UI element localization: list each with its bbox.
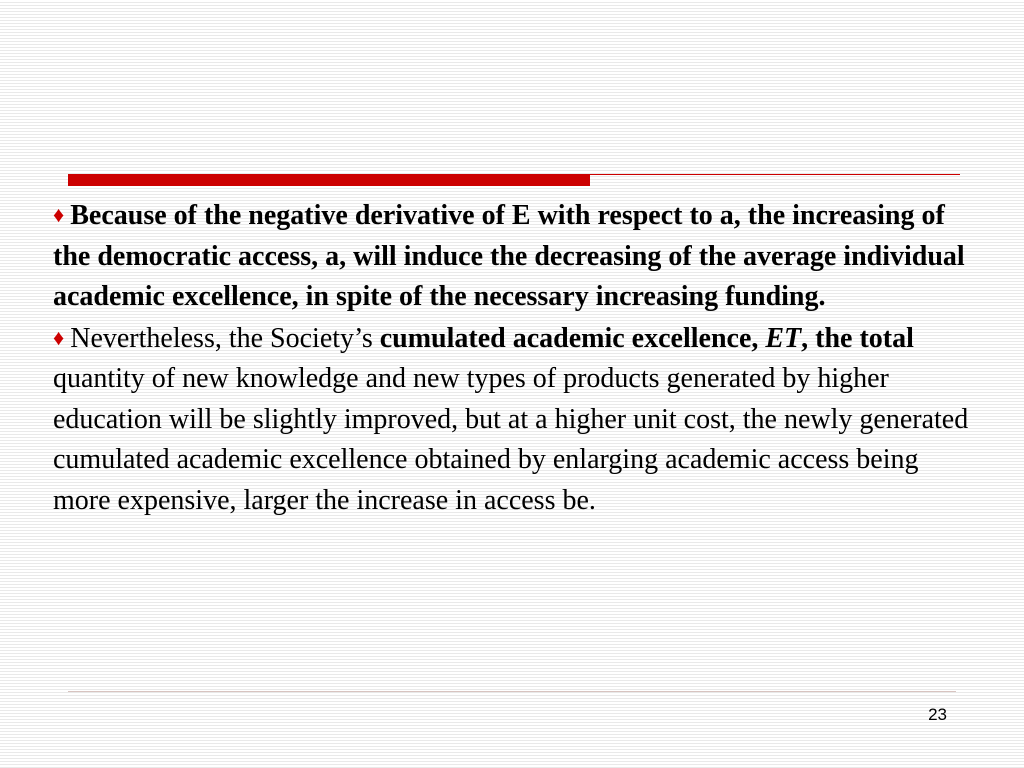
diamond-bullet-icon: ♦ [53, 202, 65, 227]
title-divider-red-bar [68, 174, 590, 186]
page-number: 23 [928, 705, 947, 724]
paragraph-2-bold-term: cumulated academic excellence, [379, 322, 759, 354]
paragraph-1-text: Because of the negative derivative of E with respect to a, the increasing of the democratic access, a, will induce the decreasing of the average individual academic excellence, in spite of the necessary increasing funding. [53, 200, 965, 312]
diamond-bullet-icon: ♦ [53, 324, 65, 350]
paragraph-2-bold-term-2: , the total [801, 322, 914, 354]
title-divider-thin-line [590, 174, 960, 175]
paragraph-2-rest: quantity of new knowledge and new types of products generated by higher education will be slightly improved, but at a higher unit cost, the newly generated cumulated academic excellence obtained by enlarging academic access being more expensive, larger the increase in access be. [53, 363, 969, 516]
paragraph-2-symbol: ET [765, 322, 802, 354]
title-divider [68, 173, 960, 187]
footer-divider [68, 691, 956, 692]
bullet-paragraph-2 [53, 318, 973, 522]
bullet-paragraph-1 [53, 195, 973, 318]
paragraph-2-intro: Nevertheless, the Society’s [70, 322, 380, 354]
slide-body [53, 195, 973, 521]
